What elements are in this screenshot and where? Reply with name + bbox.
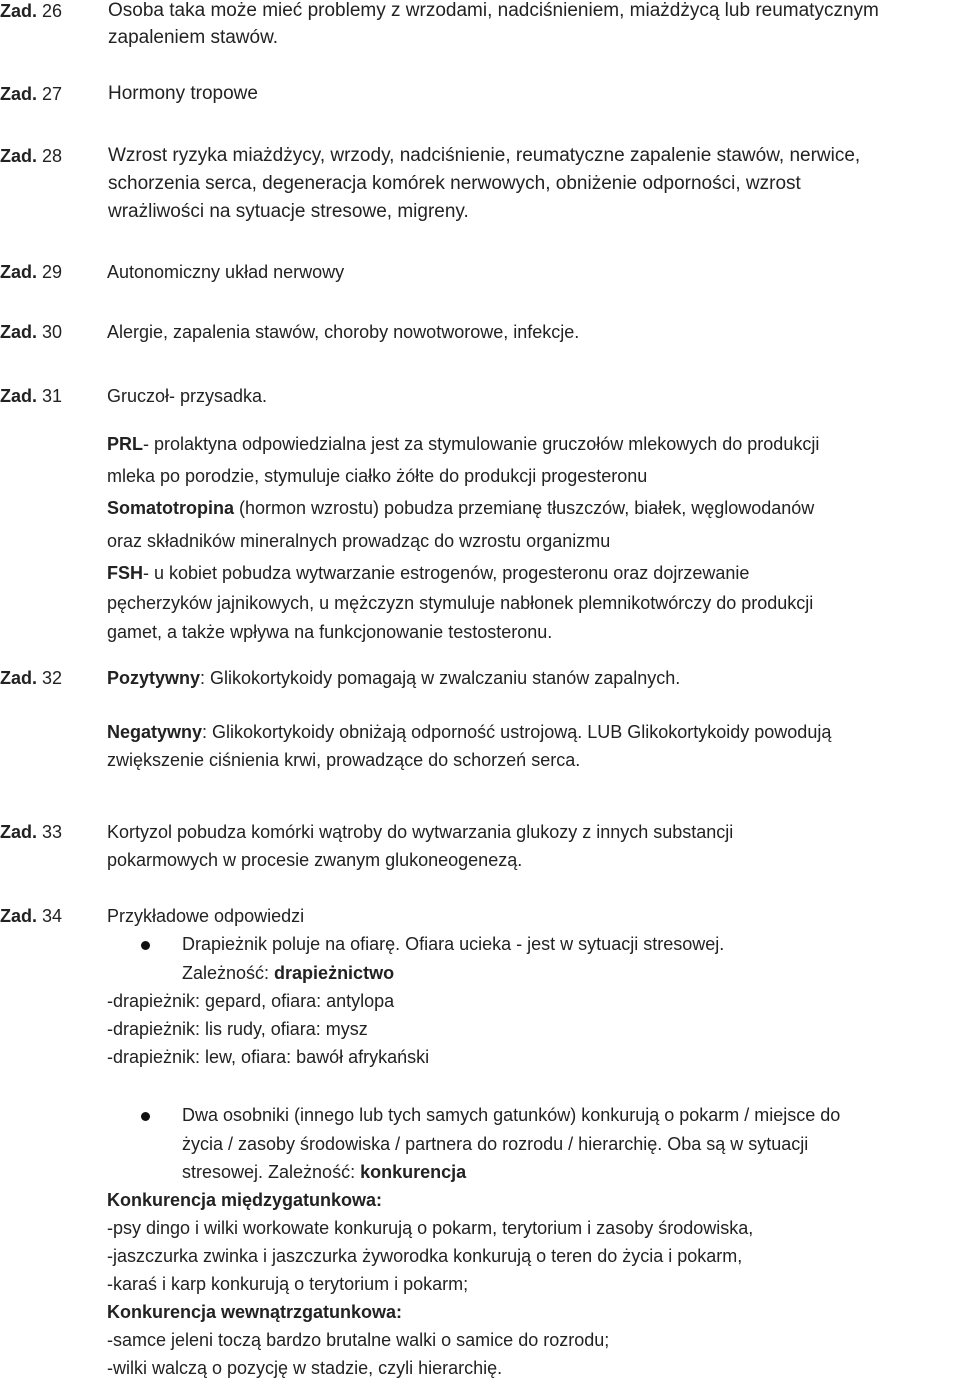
- answer-33-line-1: Kortyzol pobudza komórki wątroby do wytwarzania glukozy z innych substancji: [107, 822, 734, 842]
- answer-30: Alergie, zapalenia stawów, choroby nowotworowe, infekcje.: [107, 322, 580, 342]
- answer-26-line-1: Osoba taka może mieć problemy z wrzodami, nadciśnieniem, miażdżycą lub reumatycznym: [108, 0, 879, 21]
- predation-description: Drapieżnik poluje na ofiarę. Ofiara ucieka - jest w sytuacji stresowej.: [182, 934, 725, 954]
- task-label-33: Zad. 33: [0, 822, 63, 842]
- intraspecies-example-1: -samce jeleni toczą bardzo brutalne walki o samice do rozrodu;: [107, 1330, 610, 1350]
- prl-term: PRL: [107, 434, 143, 454]
- predation-example-1: -drapieżnik: gepard, ofiara: antylopa: [107, 991, 395, 1011]
- fsh-line-1: FSH- u kobiet pobudza wytwarzanie estrogenów, progesteronu oraz dojrzewanie: [107, 563, 750, 583]
- predation-example-2: -drapieżnik: lis rudy, ofiara: mysz: [107, 1019, 368, 1039]
- answer-29: Autonomiczny układ nerwowy: [107, 262, 345, 282]
- prl-line-1: PRL- prolaktyna odpowiedzialna jest za stymulowanie gruczołów mlekowych do produkcji: [107, 434, 820, 454]
- somatotropin-term: Somatotropina: [107, 498, 235, 518]
- fsh-term: FSH: [107, 563, 143, 583]
- somatotropin-line-2: oraz składników mineralnych prowadząc do wzrostu organizmu: [107, 531, 611, 551]
- intraspecies-example-2: -wilki walczą o pozycję w stadzie, czyli hierarchię.: [107, 1358, 503, 1378]
- negative-line-1: Negatywny: Glikokortykoidy obniżają odporność ustrojową. LUB Glikokortykoidy powodują: [107, 722, 832, 742]
- interspecies-example-1: -psy dingo i wilki workowate konkurują o pokarm, terytorium i zasoby środowiska,: [107, 1218, 754, 1238]
- interspecies-heading: Konkurencja międzygatunkowa:: [107, 1190, 383, 1210]
- negative-term: Negatywny: [107, 722, 203, 742]
- somatotropin-line-1: Somatotropina (hormon wzrostu) pobudza przemianę tłuszczów, białek, węglowodanów: [107, 498, 815, 518]
- task-label-34: Zad. 34: [0, 906, 63, 926]
- task-label-30: Zad. 30: [0, 322, 63, 342]
- positive-line: Pozytywny: Glikokortykoidy pomagają w zwalczaniu stanów zapalnych.: [107, 668, 681, 688]
- answer-33-line-2: pokarmowych w procesie zwanym glukoneogenezą.: [107, 850, 523, 870]
- positive-term: Pozytywny: [107, 668, 201, 688]
- bullet-icon: [141, 1112, 150, 1121]
- competition-line-3: stresowej. Zależność: konkurencja: [182, 1162, 467, 1182]
- task-label-26: Zad. 26: [0, 1, 63, 21]
- task-label-29: Zad. 29: [0, 262, 63, 282]
- interspecies-example-2: -jaszczurka zwinka i jaszczurka żyworodka konkurują o teren do życia i pokarm,: [107, 1246, 743, 1266]
- predation-term: drapieżnictwo: [274, 963, 395, 983]
- task-label-28: Zad. 28: [0, 146, 63, 166]
- fsh-line-3: gamet, a także wpływa na funkcjonowanie testosteronu.: [107, 622, 553, 642]
- intraspecies-heading: Konkurencja wewnątrzgatunkowa:: [107, 1302, 403, 1322]
- answer-28-line-2: schorzenia serca, degeneracja komórek nerwowych, obniżenie odporności, wzrost: [108, 173, 801, 194]
- competition-line-1: Dwa osobniki (innego lub tych samych gatunków) konkurują o pokarm / miejsce do: [182, 1105, 841, 1125]
- answer-28-line-1: Wzrost ryzyka miażdżycy, wrzody, nadciśnienie, reumatyczne zapalenie stawów, nerwice,: [108, 145, 861, 166]
- task-label-32: Zad. 32: [0, 668, 63, 688]
- predation-example-3: -drapieżnik: lew, ofiara: bawół afrykański: [107, 1047, 430, 1067]
- competition-line-2: życia / zasoby środowiska / partnera do rozrodu / hierarchię. Oba są w sytuacji: [182, 1134, 809, 1154]
- predation-dependency: Zależność: drapieżnictwo: [182, 963, 395, 983]
- competition-term: konkurencja: [360, 1162, 467, 1182]
- answer-28-line-3: wrażliwości na sytuacje stresowe, migreny.: [108, 201, 469, 222]
- fsh-line-2: pęcherzyków jajnikowych, u mężczyzn stymuluje nabłonek plemnikotwórczy do produkcji: [107, 593, 814, 613]
- prl-line-2: mleka po porodzie, stymuluje ciałko żółte do produkcji progesteronu: [107, 466, 648, 486]
- answer-26-line-2: zapaleniem stawów.: [108, 27, 279, 48]
- example-answers-heading: Przykładowe odpowiedzi: [107, 906, 305, 926]
- interspecies-example-3: -karaś i karp konkurują o terytorium i pokarm;: [107, 1274, 469, 1294]
- bullet-icon: [141, 941, 150, 950]
- task-label-27: Zad. 27: [0, 84, 63, 104]
- task-label-31: Zad. 31: [0, 386, 63, 406]
- answer-31-gland: Gruczoł- przysadka.: [107, 386, 268, 406]
- negative-line-2: zwiększenie ciśnienia krwi, prowadzące do schorzeń serca.: [107, 750, 581, 770]
- answer-27: Hormony tropowe: [108, 83, 258, 104]
